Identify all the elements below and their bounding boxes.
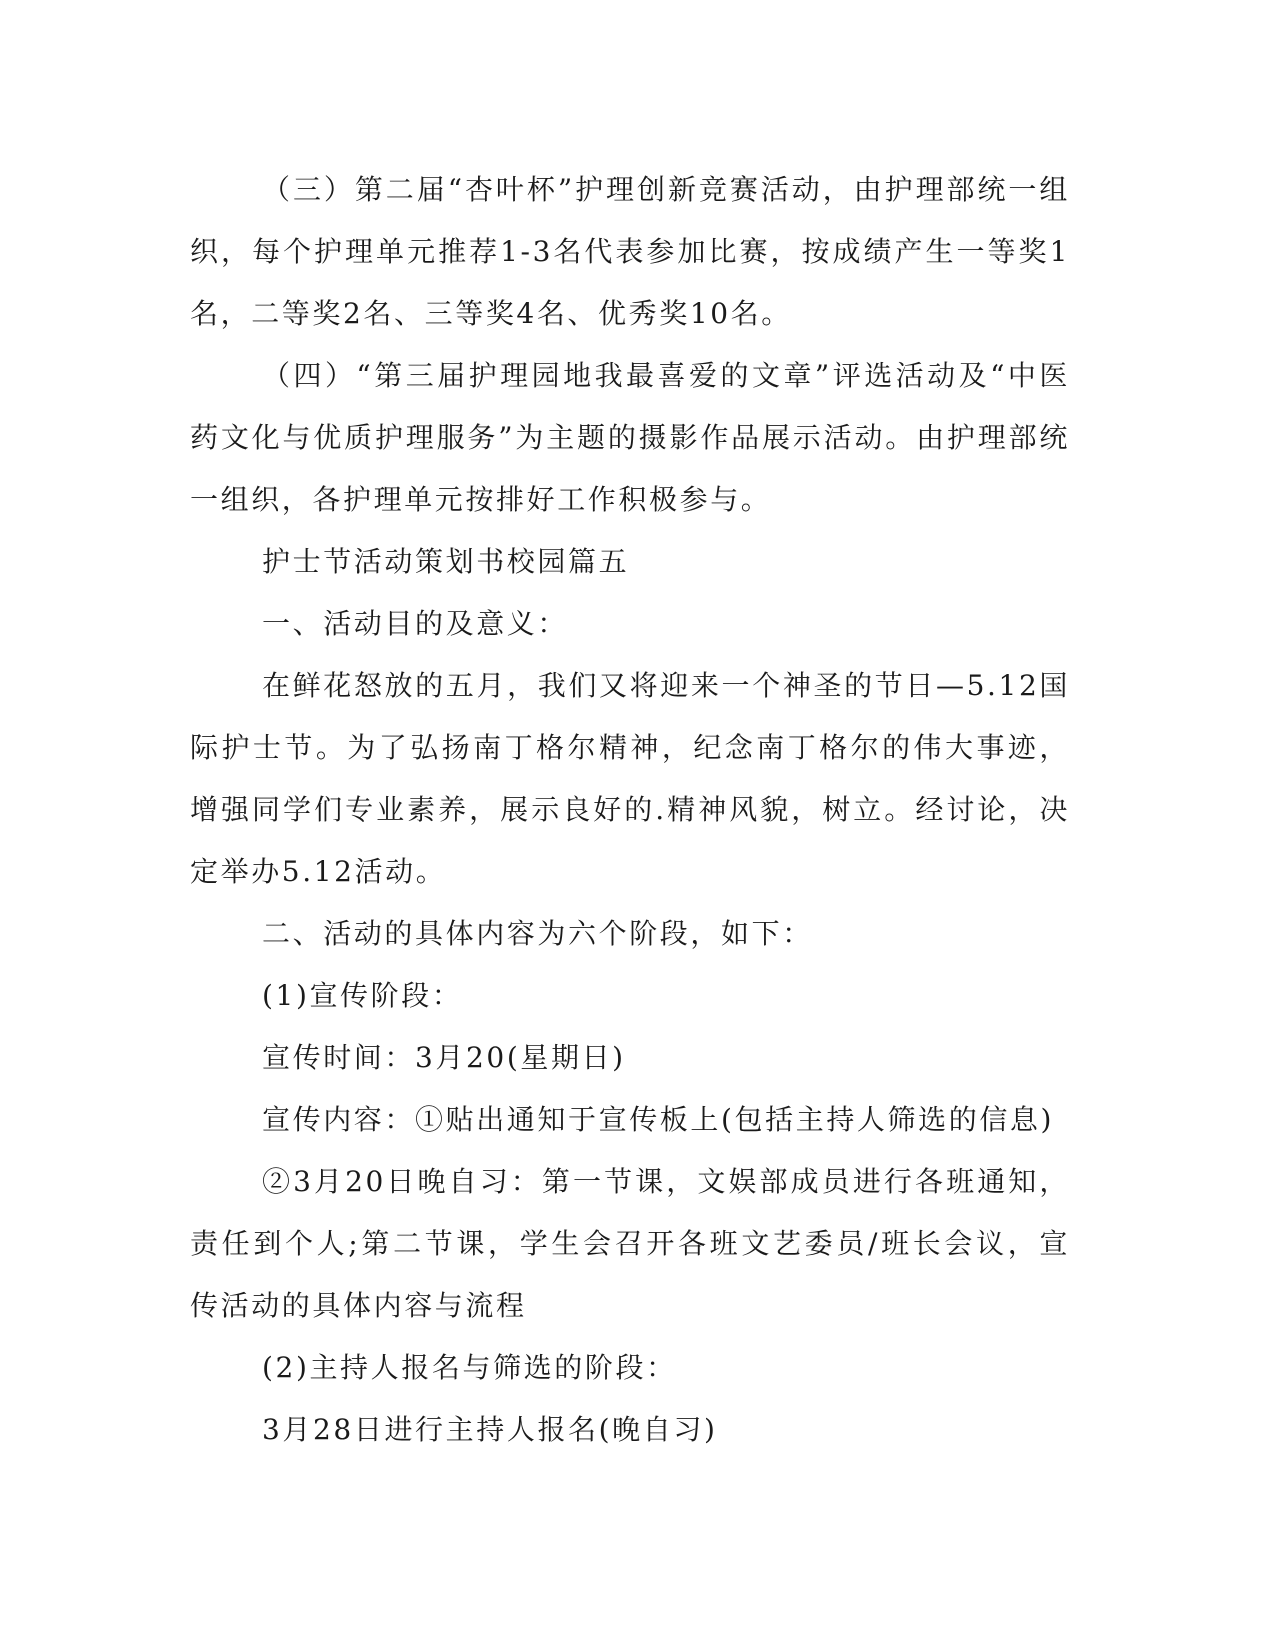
section-title: 护士节活动策划书校园篇五: [262, 545, 630, 578]
publicity-content: 宣传内容：①贴出通知于宣传板上(包括主持人筛选的信息): [262, 1103, 1055, 1136]
document-body: [190, 159, 1070, 1461]
publicity-evening: ②3月20日晚自习：第一节课，文娱部成员进行各班通知，责任到个人;第二节课，学生会召开各班文艺委员/班长会议，宣传活动的具体内容与流程: [190, 1165, 1070, 1322]
paragraph-purpose: 在鲜花怒放的五月，我们又将迎来一个神圣的节日—5.12国际护士节。为了弘扬南丁格尔精神，纪念南丁格尔的伟大事迹，增强同学们专业素养，展示良好的.精神风貌，树立。经讨论，决定举办5.12活动。: [190, 669, 1070, 888]
host-registration: 3月28日进行主持人报名(晚自习): [262, 1413, 718, 1446]
paragraph-competition-three: （三）第二届“杏叶杯”护理创新竞赛活动，由护理部统一组织，每个护理单元推荐1-3名代表参加比赛，按成绩产生一等奖1名，二等奖2名、三等奖4名、优秀奖10名。: [190, 173, 1070, 330]
heading-purpose: 一、活动目的及意义：: [262, 607, 569, 640]
stage-two-heading: (2)主持人报名与筛选的阶段：: [262, 1351, 677, 1384]
stage-one-heading: (1)宣传阶段：: [262, 979, 463, 1012]
heading-content: 二、活动的具体内容为六个阶段，如下：: [262, 917, 813, 950]
publicity-time: 宣传时间：3月20(星期日): [262, 1041, 626, 1074]
paragraph-competition-four: （四）“第三届护理园地我最喜爱的文章”评选活动及“中医药文化与优质护理服务”为主题的摄影作品展示活动。由护理部统一组织，各护理单元按排好工作积极参与。: [190, 359, 1070, 516]
